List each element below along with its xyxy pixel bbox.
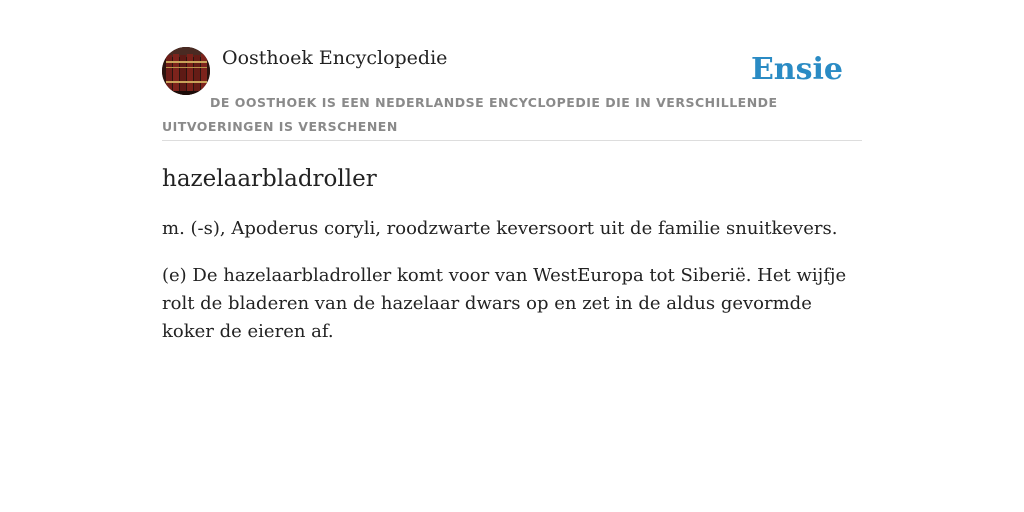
ensie-logo-link[interactable]: Ensie — [750, 52, 843, 87]
article-body — [162, 215, 862, 346]
article-paragraph: m. (-s), Apoderus coryli, roodzwarte keversoort uit de familie snuitkevers. — [162, 218, 838, 239]
article-title: hazelaarbladroller — [162, 166, 377, 192]
article-paragraph: (e) De hazelaarbladroller komt voor van WestEuropa tot Siberië. Het wijfje rolt de bladeren van de hazelaar dwars op en zet in de aldus gevormde koker de eieren af. — [162, 265, 847, 342]
article — [162, 162, 862, 346]
avatar[interactable] — [162, 47, 210, 95]
site-tagline: DE OOSTHOEK IS EEN NEDERLANDSE ENCYCLOPEDIE DIE IN VERSCHILLENDE UITVOERINGEN IS VERSCHENEN — [162, 95, 778, 134]
book-spines-image — [162, 47, 210, 95]
site-title[interactable]: Oosthoek Encyclopedie — [222, 47, 448, 69]
site-header — [162, 46, 862, 141]
